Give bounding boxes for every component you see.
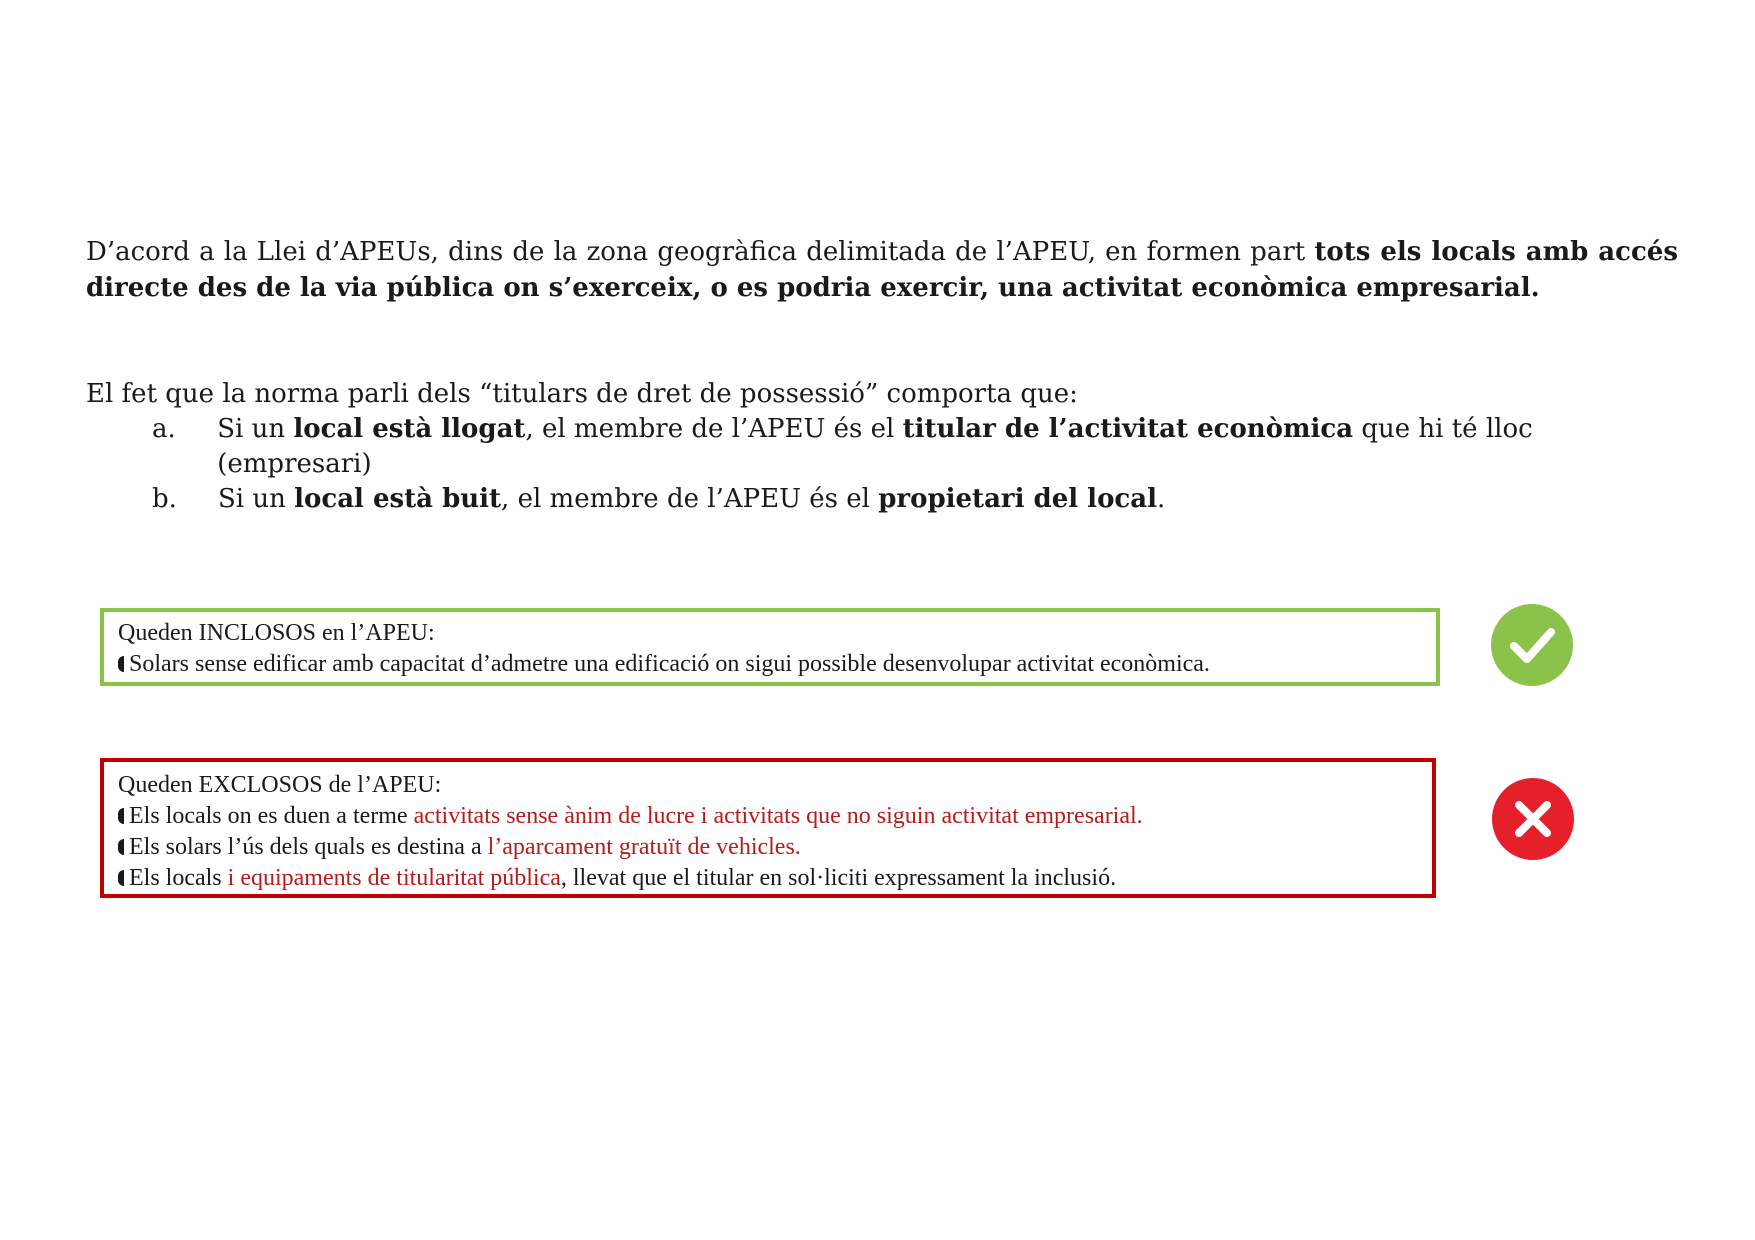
half-circle-bullet-icon (118, 839, 124, 855)
intro-bold-text: tots els locals amb accés directe des de la via pública on s’exerceix, o es podria exercir, una activitat econòmica empresarial. (86, 237, 1678, 303)
intro-paragraph (86, 234, 1678, 306)
text-segment: Els solars l’ús dels quals es destina a (129, 834, 488, 860)
list-item (86, 482, 1678, 517)
norm-section (86, 377, 1678, 517)
highlight-segment: i equipaments de titularitat pública (227, 865, 561, 891)
half-circle-bullet-icon (118, 870, 124, 886)
text-segment: Si un (217, 414, 294, 444)
norm-lead: El fet que la norma parli dels “titulars de dret de possessió” comporta que: (86, 379, 1078, 409)
included-item (118, 649, 1422, 680)
half-circle-bullet-icon (118, 808, 124, 824)
list-marker: b. (152, 484, 177, 514)
excluded-title: Queden EXCLOSOS de l’APEU: (118, 772, 442, 798)
bold-segment: local està llogat (293, 414, 526, 444)
cross-icon (1492, 778, 1574, 860)
bold-segment: propietari del local (878, 484, 1157, 514)
list-item-text (218, 482, 1165, 517)
highlight-segment: activitats sense ànim de lucre i activitats que no siguin activitat empresarial. (413, 803, 1143, 829)
excluded-item (118, 832, 1418, 863)
text-segment: Si un (218, 484, 295, 514)
included-box (100, 608, 1440, 686)
included-item-text: Solars sense edificar amb capacitat d’admetre una edificació on sigui possible desenvolupar activitat econòmica. (129, 651, 1210, 677)
bold-segment: titular de l’activitat econòmica (902, 414, 1354, 444)
excluded-item (118, 801, 1418, 832)
list-marker: a. (152, 414, 176, 444)
list-item (86, 412, 1678, 482)
included-title: Queden INCLOSOS en l’APEU: (118, 620, 435, 646)
intro-text: D’acord a la Llei d’APEUs, dins de la zona geogràfica delimitada de l’APEU, en formen part (86, 237, 1315, 267)
text-segment: , el membre de l’APEU és el (501, 484, 879, 514)
text-segment: . (1156, 484, 1166, 514)
text-segment: , llevat que el titular en sol·liciti expressament la inclusió. (560, 865, 1117, 891)
text-segment: que hi té lloc (empresari) (217, 414, 1533, 479)
check-icon (1491, 604, 1573, 686)
excluded-box (100, 758, 1436, 898)
half-circle-bullet-icon (118, 656, 124, 672)
list-item-text (217, 412, 1678, 482)
text-segment: Els locals on es duen a terme (129, 803, 414, 829)
text-segment: Els locals (129, 865, 228, 891)
excluded-item (118, 863, 1418, 894)
bold-segment: local està buit (294, 484, 502, 514)
text-segment: , el membre de l’APEU és el (525, 414, 903, 444)
highlight-segment: l’aparcament gratuït de vehicles. (487, 834, 801, 860)
